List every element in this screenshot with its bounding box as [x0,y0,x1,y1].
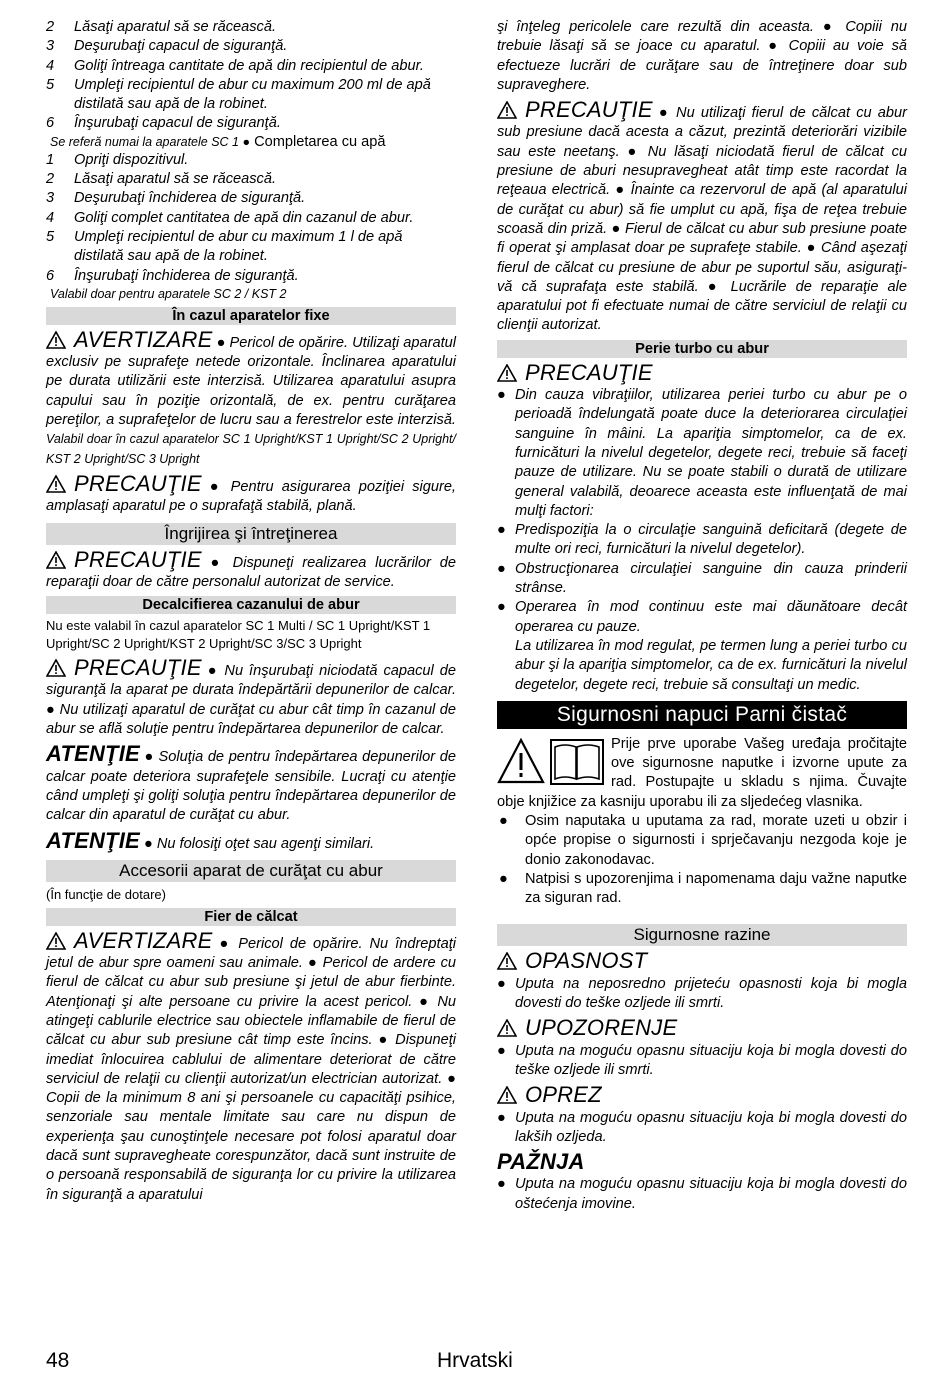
right-column [497,18,907,1214]
level-upozorenje: UPOZORENJE ● Uputa na moguću opasnu situaciju koja bi mogla dovesti do teške ozljede ili smrti. [497,1017,907,1080]
warning-triangle-icon [497,952,517,970]
warning-triangle-icon [46,331,66,349]
accessories-note: (În funcţie de dotare) [46,886,166,902]
section-bar-iron: Fier de călcat [46,908,456,926]
turbo-list [497,386,907,637]
warning-triangle-icon [46,551,66,569]
warning-triangle-icon [497,1086,517,1104]
left-column [46,18,456,1205]
decalc-note: Nu este valabil în cazul aparatelor SC 1 Multi / SC 1 Upright/KST 1 Upright/SC 2 Upright/KST 2 Upright/SC 3/SC 3 Upright [46,618,431,652]
steps-list-b [46,151,456,286]
section-bar-decalc: Decalcifierea cazanului de abur [46,596,456,614]
list-item: ● Uputa na moguću opasnu situaciju koja bi mogla dovesti do oštećenja imovine. [497,1176,907,1212]
warning-triangle-icon [46,659,66,677]
section-bar-accessories: Accesorii aparat de curăţat cu abur [46,860,456,882]
note-sc2: Valabil doar pentru aparatele SC 2 / KST 2 [50,286,287,301]
caution-block-3: PRECAUŢIE ● Nu înşurubaţi niciodată capacul de siguranţă la aparat pe durata îndepărtării depunerilor de calcar. ● Nu utilizaţi aparatul de curăţat cu abur cât timp în cazanul de abur se află soluţie pentru îndepărtarea depunerilor de calcar. [46,655,456,738]
intro-block [497,735,907,812]
list-item: ● Uputa na moguću opasnu situaciju koja bi mogla dovesti do lakših ozljeda. [497,1109,907,1145]
attention-block-2: ATENŢIE ● Nu folosiţi oţet sau agenţi similari. [46,827,375,853]
warning-block-1: AVERTIZARE ● Pericol de opărire. Utilizaţi aparatul exclusiv pe suprafeţe netede orizontale. Înclinarea aparatului pe durata utilizării este interzisă. Utilizarea aparatului asupra capului sau în poziţie orizontală, de ex. pentru curăţarea pereţilor, a suprafeţelor de lucru sau a ferestrelor este interzisă. Valabil doar în cazul aparatelor SC 1 Upright/KST 1 Upright/SC 2 Upright/ KST 2 Upright/SC 3 Upright [46,326,456,466]
level-opasnost: OPASNOST ● Uputa na neposredno prijeteću opasnosti koja bi mogla dovesti do teške ozljede ili smrti. [497,950,907,1013]
list-item: ● Obstrucţionarea circulaţiei sanguine din cauza prinderii strânse. [497,560,907,597]
warning-triangle-icon [497,1019,517,1037]
step-item: 3 Deşurubaţi închiderea de siguranţă. [46,190,306,207]
section-bar-care: Îngrijirea şi întreţinerea [46,523,456,545]
section-bar-turbo: Perie turbo cu abur [497,340,907,358]
warning-triangle-icon [46,932,66,950]
list-item: ● Operarea în mod continuu este mai dăunătoare decât operarea cu pauze. [497,599,907,635]
step-item: 2 Lăsaţi aparatul să se răcească. [46,171,276,188]
level-oprez: OPREZ ● Uputa na moguću opasnu situaciju koja bi mogla dovesti do lakših ozljeda. [497,1084,907,1147]
warning-triangle-icon [46,475,66,493]
list-item: ● Predispoziţia la o circulaţie sanguină deficitară (degete de multe ori reci, furnicături la nivelul degetelor). [497,522,907,558]
list-item: ● Natpisi s upozorenjima i napomenama daju važne naputke za siguran rad. [499,870,907,907]
hr-list [497,812,907,908]
caution-heading-turbo: PRECAUŢIE [497,362,907,386]
section-banner-hr: Sigurnosni napuci Parni čistač [497,701,907,729]
warning-triangle-icon [497,101,517,119]
step-item: 5 Umpleţi recipientul de abur cu maximum 200 ml de apă distilată sau apă de la robinet. [46,76,431,113]
step-item: 6 Înşurubaţi închiderea de siguranţă. [46,267,299,284]
list-item: ● Uputa na neposredno prijeteću opasnosti koja bi mogla dovesti do teške ozljede ili smrti. [497,975,907,1012]
warning-triangle-icon [497,364,517,382]
manual-book-icon [497,737,605,787]
warning-block-2: AVERTIZARE ● Pericol de opărire. Nu îndreptaţi jetul de abur spre oameni sau animale. ● Pericol de ardere cu fierul de călcat cu abur sub presiune şi jetul de abur fierbinte. Atenţionaţi şi alte persoane cu privire la acest pericol. ● Nu atingeţi cablurile electrice sau obiectele inflamabile de fierul de călcat cu abur sub presiune cât timp este încins. ● Dispuneţi imediat înlocuirea cablului de alimentare deteriorat de către serviciul de relaţii cu clienţii autorizat/un electrician autorizat. ● Copii de la minimum 8 ani şi persoanele cu capacităţi psihice, senzoriale sau mentale limitate sau care nu dispun de experienţa şau cunoştinţele necesare pot folosi aparatul doar dacă sunt supravegheate corespunzător, dacă sunt instruite de o persoană responsabilă de siguranţa lor cu privire la utilizarea în siguranţă a aparatului [46,927,456,1203]
step-item: 4 Goliţi complet cantitatea de apă din cazanul de abur. [46,209,414,226]
steps-list-a [46,18,456,134]
step-item: 1 Opriţi dispozitivul. [46,151,189,168]
level-paznja: PAŽNJA ● Uputa na moguću opasnu situaciju koja bi mogla dovesti do oštećenja imovine. [497,1151,907,1214]
note-sc1: Se referă numai la aparatele SC 1 ● Completarea cu apă [50,133,386,150]
section-bar-fixed: În cazul aparatelor fixe [46,307,456,325]
section-bar-levels: Sigurnosne razine [497,924,907,946]
list-item: ● Din cauza vibraţiilor, utilizarea periei turbo cu abur pe o perioadă îndelungată poate duce la deteriorarea circulaţiei sanguine în mâini. La apariţia simptomelor, ca de ex. furnicături la nivelul degetelor, degete reci, trebuie să faceţi pauze de utilizare. Nu se poate stabili o durată de utilizare general valabilă, deoarece aceasta este influenţată de mai mulţi factori: [497,387,907,519]
continued-text: şi înţeleg pericolele care rezultă din aceasta. ● Copiii nu trebuie lăsaţi să se joace cu aparatul. ● Copiii au voie să efectueze lucrări de curăţare sau de întreţinere doar sub supraveghere. [497,19,907,93]
intro-text: Prije prve uporabe Vašeg uređaja pročitajte ove sigurnosne naputke i izvorne upute za rad. Postupajte u skladu s njima. Čuvajte obje knjižice za kasniju uporabu ili za sljedećeg vlasnika. [497,735,907,810]
step-item: 5 Umpleţi recipientul de abur cu maximum 1 l de apă distilată sau apă de la robinet. [46,228,403,265]
list-item: ● Uputa na moguću opasnu situaciju koja bi mogla dovesti do teške ozljede ili smrti. [497,1042,907,1078]
page-number: 48 [46,1349,70,1372]
step-item: 3 Deşurubaţi capacul de siguranţă. [46,38,288,55]
attention-block-1: ATENŢIE ● Soluţia de pentru îndepărtarea depunerilor de calcar poate deteriora suprafeţele sensibile. Lucraţi cu atenţie când umpleţi şi goliţi soluţia pentru îndepărtarea depunerilor de calcar din aparatul de curăţat cu abur. [46,741,456,824]
turbo-tail: La utilizarea în mod regulat, pe termen lung a periei turbo cu abur şi la apariţia simptomelor, ca de ex. furnicături la nivelul degetelor, degete reci, trebuie să consultaţi un medic. [515,637,907,693]
step-item: 2 Lăsaţi aparatul să se răcească. [46,19,276,35]
step-item: 6 Înşurubaţi capacul de siguranţă. [46,115,281,132]
caution-block-2: PRECAUŢIE ● Dispuneţi realizarea lucrărilor de reparaţii doar de către personalul autorizat de service. [46,546,456,590]
step-item: 4 Goliţi întreaga cantitate de apă din recipientul de abur. [46,57,424,74]
footer-language: Hrvatski [437,1349,513,1372]
caution-block-4: PRECAUŢIE ● Nu utilizaţi fierul de călcat cu abur sub presiune dacă acesta a căzut, prezintă deteriorări vizibile sau este neetanş. ● Nu lăsaţi niciodată fierul de călcat cu presiune de aburi nesupravegheat atât timp este racordat la reţeaua electrică. ● Înainte ca rezervorul de apă (al aparatului de curăţat cu abur) să fie umplut cu apă, fişa de reţea trebuie scoasă din priză. ● Fierul de călcat cu abur sub presiune poate fi operat şi amplasat doar pe suprafeţe stabile. ● Când aşezaţi fierul de călcat cu presiune de abur pe suportul său, asiguraţi-vă că suprafaţa este stabilă. ● Lucrările de reparaţie ale aparatului pot fi efectuate numai de către serviciul de relaţii cu clienţii autorizat. [497,97,907,334]
list-item: ● Osim naputaka u uputama za rad, morate uzeti u obzir i opće propise o sigurnosti i sprječavanju nezgoda koje je donio zakonodavac. [499,812,907,868]
caution-block-1: PRECAUŢIE ● Pentru asigurarea poziţiei sigure, amplasaţi aparatul pe o suprafaţă stabilă, plană. [46,470,456,515]
